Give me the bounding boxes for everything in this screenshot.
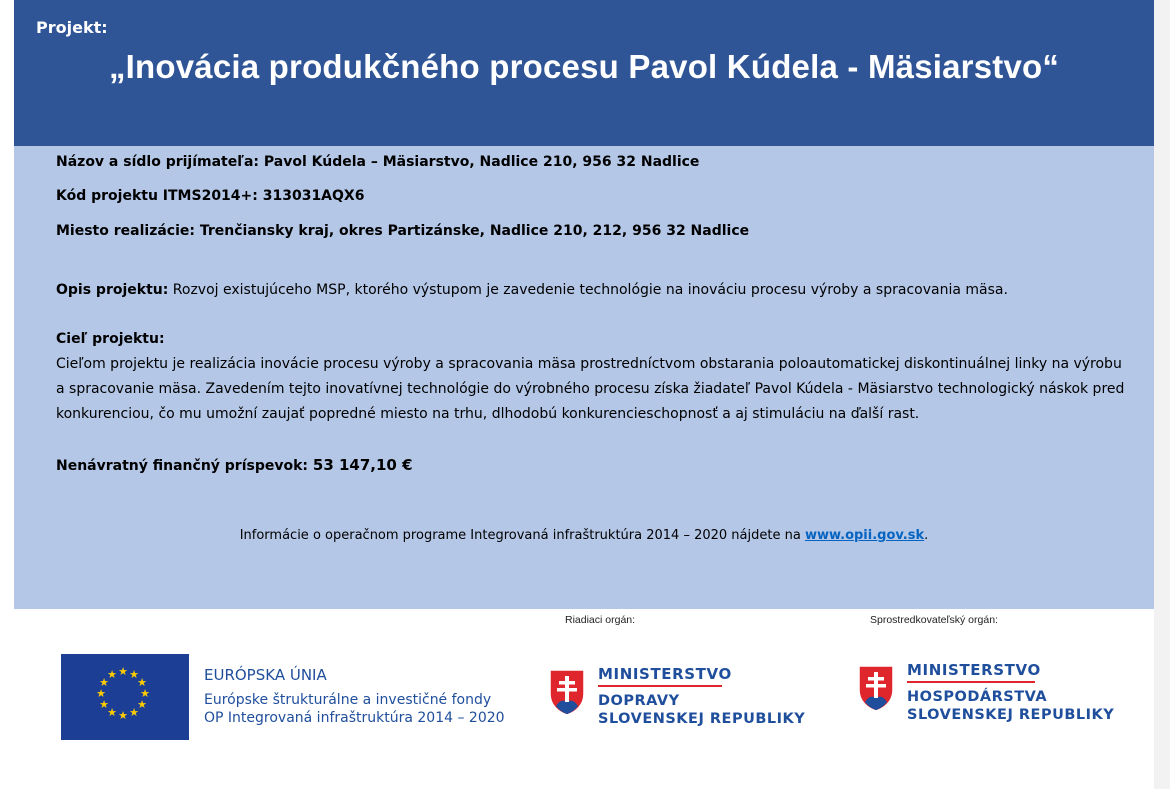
svg-text:★: ★ xyxy=(118,709,128,722)
eu-title: EURÓPSKA ÚNIA xyxy=(204,666,327,684)
goal-label: Cieľ projektu: xyxy=(56,331,165,347)
svg-text:★: ★ xyxy=(129,706,139,719)
info-text: Informácie o operačnom programe Integrovaná infraštruktúra 2014 – 2020 nájdete na xyxy=(239,528,805,543)
slovak-crest-icon xyxy=(548,668,586,716)
funding-line xyxy=(56,455,413,476)
eu-funds-line: Európske štrukturálne a investičné fondy xyxy=(204,692,492,708)
eu-program-line: OP Integrovaná infraštruktúra 2014 – 2020 xyxy=(204,710,505,726)
svg-text:★: ★ xyxy=(107,668,117,681)
slovak-crest-icon xyxy=(857,664,895,712)
svg-text:★: ★ xyxy=(107,706,117,719)
transport-divider xyxy=(598,685,722,687)
header-banner xyxy=(14,0,1154,146)
project-info-panel xyxy=(14,146,1154,609)
funding-label: Nenávratný finančný príspevok: xyxy=(56,458,313,474)
transport-line2: SLOVENSKEJ REPUBLIKY xyxy=(598,711,806,727)
transport-line1: DOPRAVY xyxy=(598,693,680,709)
funding-amount: 53 147,10 € xyxy=(312,456,413,474)
svg-text:★: ★ xyxy=(137,676,147,689)
info-end: . xyxy=(924,528,929,543)
eu-stars xyxy=(61,654,189,740)
description-text: Rozvoj existujúceho MSP, ktorého výstupom je zavedenie technológie na inováciu procesu výroby a spracovania mäsa. xyxy=(168,282,1008,298)
eu-flag-icon xyxy=(61,654,189,740)
economy-line2: SLOVENSKEJ REPUBLIKY xyxy=(907,707,1115,723)
page-edge xyxy=(1154,0,1170,789)
location-line: Miesto realizácie: Trenčiansky kraj, okres Partizánske, Nadlice 210, 212, 956 32 Nadlice xyxy=(56,223,750,239)
svg-text:★: ★ xyxy=(96,687,106,700)
info-line xyxy=(14,528,1154,543)
project-code-line: Kód projektu ITMS2014+: 313031AQX6 xyxy=(56,188,365,204)
svg-text:★: ★ xyxy=(118,665,128,678)
opii-link[interactable]: www.opii.gov.sk xyxy=(804,528,925,543)
managing-authority-label: Riadiaci orgán: xyxy=(565,614,636,626)
project-label: Projekt: xyxy=(36,18,108,37)
svg-text:★: ★ xyxy=(99,676,109,689)
svg-text:★: ★ xyxy=(137,698,147,711)
description-line xyxy=(56,280,1008,300)
economy-line1: HOSPODÁRSTVA xyxy=(907,689,1048,705)
svg-text:★: ★ xyxy=(129,668,139,681)
recipient-line: Názov a sídlo prijímateľa: Pavol Kúdela – Mäsiarstvo, Nadlice 210, 956 32 Nadlice xyxy=(56,154,700,170)
economy-divider xyxy=(907,681,1035,683)
transport-ministry-word: MINISTERSTVO xyxy=(598,665,732,683)
svg-text:★: ★ xyxy=(99,698,109,711)
intermediate-body-label: Sprostredkovateľský orgán: xyxy=(870,614,998,626)
goal-text: Cieľom projektu je realizácia inovácie procesu výroby a spracovania mäsa prostredníctvom obstarania poloautomatickej diskontinuálnej linky na výrobu a spracovanie mäsa. Zavedením tejto inovatívnej technológie do výrobného procesu získa žiadateľ Pavol Kúdela - Mäsiarstvo technologický náskok pred konkurenciou, čo mu umožní zaujať popredné miesto na trhu, dlhodobú konkurencieschopnosť a aj stimuláciu na ďalší rast. xyxy=(56,356,1125,422)
svg-text:★: ★ xyxy=(140,687,150,700)
economy-ministry-word: MINISTERSTVO xyxy=(907,661,1041,679)
project-title: „Inovácia produkčného procesu Pavol Kúdela - Mäsiarstvo“ xyxy=(108,48,1060,85)
description-label: Opis projektu: xyxy=(56,282,169,298)
